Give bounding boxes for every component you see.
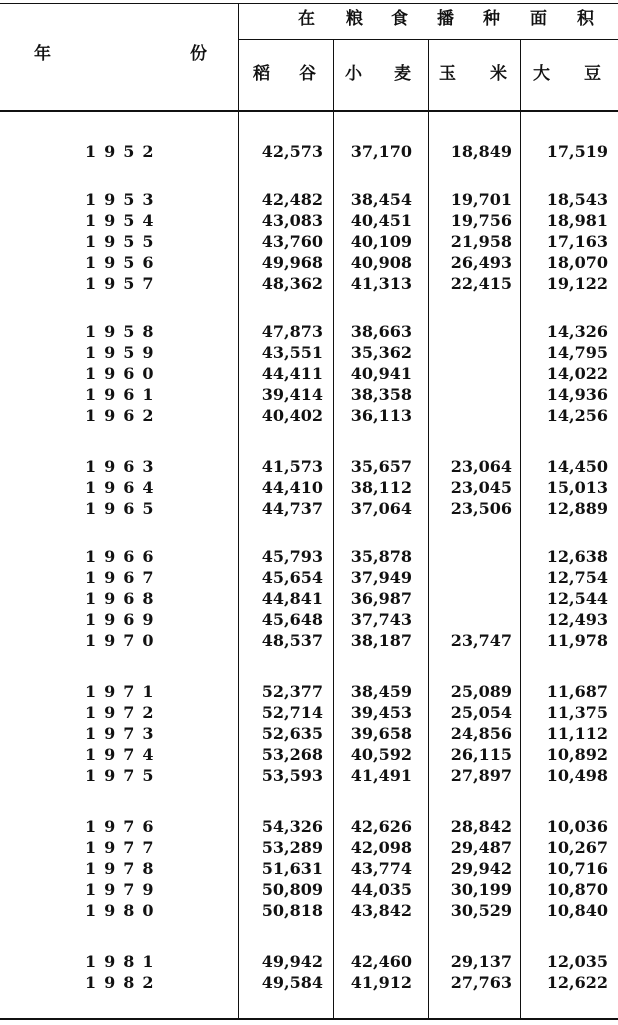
rice-cell: 52,714 — [261, 703, 323, 722]
row-year: 1971 — [85, 682, 162, 701]
corn-cell: 29,137 — [450, 952, 512, 971]
rice-cell: 47,873 — [261, 322, 323, 341]
row-year: 1962 — [85, 406, 162, 425]
corn-cell: 24,856 — [450, 724, 512, 743]
wheat-cell: 42,098 — [350, 838, 412, 857]
soybean-cell: 15,013 — [546, 478, 608, 497]
wheat-cell: 40,908 — [350, 253, 412, 272]
row-year: 1964 — [85, 478, 162, 497]
wheat-cell: 37,064 — [350, 499, 412, 518]
row-year: 1954 — [85, 211, 162, 230]
rice-cell: 41,573 — [261, 457, 323, 476]
rice-cell: 39,414 — [261, 385, 323, 404]
table-row — [0, 405, 618, 426]
group-title-char: 积 — [577, 9, 594, 29]
table-row — [0, 546, 618, 567]
table-row — [0, 231, 618, 252]
wheat-cell: 41,491 — [350, 766, 412, 785]
wheat-cell: 36,113 — [350, 406, 412, 425]
column-header-rice: 谷 — [299, 64, 316, 84]
corn-cell: 27,763 — [450, 973, 512, 992]
row-year: 1958 — [85, 322, 162, 341]
row-year: 1968 — [85, 589, 162, 608]
table-row — [0, 744, 618, 765]
corn-cell: 30,529 — [450, 901, 512, 920]
corn-cell: 28,842 — [450, 817, 512, 836]
soybean-cell: 12,493 — [546, 610, 608, 629]
table-row — [0, 765, 618, 786]
row-year: 1976 — [85, 817, 162, 836]
row-year: 1969 — [85, 610, 162, 629]
row-year: 1978 — [85, 859, 162, 878]
wheat-cell: 42,460 — [350, 952, 412, 971]
row-year: 1975 — [85, 766, 162, 785]
column-header-wheat: 小 — [345, 64, 362, 84]
wheat-cell: 44,035 — [350, 880, 412, 899]
row-year: 1973 — [85, 724, 162, 743]
rice-cell: 53,593 — [261, 766, 323, 785]
corn-cell: 23,747 — [450, 631, 512, 650]
corn-cell: 23,064 — [450, 457, 512, 476]
table-row — [0, 363, 618, 384]
rice-cell: 50,809 — [261, 880, 323, 899]
soybean-cell: 17,163 — [546, 232, 608, 251]
table-row — [0, 189, 618, 210]
wheat-cell: 35,362 — [350, 343, 412, 362]
soybean-cell: 18,070 — [546, 253, 608, 272]
row-year: 1979 — [85, 880, 162, 899]
rice-cell: 50,818 — [261, 901, 323, 920]
group-title-char: 种 — [483, 9, 500, 29]
soybean-cell: 14,795 — [546, 343, 608, 362]
wheat-cell: 39,658 — [350, 724, 412, 743]
table-row — [0, 837, 618, 858]
row-year: 1977 — [85, 838, 162, 857]
table-row — [0, 456, 618, 477]
row-year: 1959 — [85, 343, 162, 362]
rice-cell: 48,362 — [261, 274, 323, 293]
row-year: 1970 — [85, 631, 162, 650]
table-row — [0, 816, 618, 837]
wheat-cell: 38,454 — [350, 190, 412, 209]
corn-cell: 25,089 — [450, 682, 512, 701]
column-header-corn: 玉 — [439, 64, 456, 84]
header-rule-bottom — [0, 110, 618, 112]
table-row — [0, 252, 618, 273]
column-header-corn: 米 — [490, 64, 507, 84]
soybean-cell: 11,112 — [546, 724, 608, 743]
table-row — [0, 951, 618, 972]
rice-cell: 49,942 — [261, 952, 323, 971]
row-year: 1980 — [85, 901, 162, 920]
soybean-cell: 12,889 — [546, 499, 608, 518]
soybean-cell: 10,870 — [546, 880, 608, 899]
soybean-cell: 17,519 — [546, 142, 608, 161]
rice-cell: 43,760 — [261, 232, 323, 251]
rice-cell: 44,737 — [261, 499, 323, 518]
rice-cell: 51,631 — [261, 859, 323, 878]
soybean-cell: 10,840 — [546, 901, 608, 920]
wheat-cell: 37,170 — [350, 142, 412, 161]
wheat-cell: 43,842 — [350, 901, 412, 920]
wheat-cell: 38,112 — [350, 478, 412, 497]
table-row — [0, 723, 618, 744]
soybean-cell: 12,544 — [546, 589, 608, 608]
table-row — [0, 498, 618, 519]
row-year: 1957 — [85, 274, 162, 293]
corn-cell: 27,897 — [450, 766, 512, 785]
rice-cell: 44,410 — [261, 478, 323, 497]
soybean-cell: 12,754 — [546, 568, 608, 587]
header-rule-top — [0, 3, 618, 4]
wheat-cell: 39,453 — [350, 703, 412, 722]
table-row — [0, 321, 618, 342]
soybean-cell: 12,638 — [546, 547, 608, 566]
group-title-char: 面 — [530, 9, 547, 29]
wheat-cell: 40,941 — [350, 364, 412, 383]
soybean-cell: 11,687 — [546, 682, 608, 701]
corn-cell: 25,054 — [450, 703, 512, 722]
wheat-cell: 38,459 — [350, 682, 412, 701]
row-year: 1966 — [85, 547, 162, 566]
year-header-right: 份 — [190, 44, 207, 64]
soybean-cell: 14,256 — [546, 406, 608, 425]
corn-cell: 23,045 — [450, 478, 512, 497]
rice-cell: 45,648 — [261, 610, 323, 629]
table-row — [0, 384, 618, 405]
row-year: 1967 — [85, 568, 162, 587]
row-year: 1961 — [85, 385, 162, 404]
table-row — [0, 900, 618, 921]
row-year: 1955 — [85, 232, 162, 251]
rice-cell: 44,411 — [261, 364, 323, 383]
group-title-char: 粮 — [346, 9, 363, 29]
soybean-cell: 14,450 — [546, 457, 608, 476]
column-header-rice: 稻 — [253, 64, 270, 84]
column-header-soybean: 大 — [533, 64, 550, 84]
table-row — [0, 477, 618, 498]
rice-cell: 54,326 — [261, 817, 323, 836]
corn-cell: 19,756 — [450, 211, 512, 230]
soybean-cell: 18,981 — [546, 211, 608, 230]
wheat-cell: 40,451 — [350, 211, 412, 230]
row-year: 1963 — [85, 457, 162, 476]
corn-cell: 22,415 — [450, 274, 512, 293]
table-rule-bottom — [0, 1018, 618, 1020]
table-row — [0, 630, 618, 651]
row-year: 1952 — [85, 142, 162, 161]
corn-cell: 23,506 — [450, 499, 512, 518]
soybean-cell: 11,978 — [546, 631, 608, 650]
rice-cell: 52,635 — [261, 724, 323, 743]
year-header-left: 年 — [34, 44, 51, 64]
row-year: 1982 — [85, 973, 162, 992]
corn-cell: 30,199 — [450, 880, 512, 899]
rice-cell: 53,289 — [261, 838, 323, 857]
table-row — [0, 702, 618, 723]
wheat-cell: 38,663 — [350, 322, 412, 341]
table-row — [0, 858, 618, 879]
column-header-wheat: 麦 — [394, 64, 411, 84]
soybean-cell: 12,622 — [546, 973, 608, 992]
wheat-cell: 37,949 — [350, 568, 412, 587]
corn-cell: 19,701 — [450, 190, 512, 209]
corn-cell: 26,493 — [450, 253, 512, 272]
rice-cell: 52,377 — [261, 682, 323, 701]
table-row — [0, 141, 618, 162]
soybean-cell: 10,267 — [546, 838, 608, 857]
row-year: 1965 — [85, 499, 162, 518]
soybean-cell: 10,498 — [546, 766, 608, 785]
wheat-cell: 40,592 — [350, 745, 412, 764]
wheat-cell: 41,313 — [350, 274, 412, 293]
table-row — [0, 210, 618, 231]
row-year: 1981 — [85, 952, 162, 971]
soybean-cell: 14,022 — [546, 364, 608, 383]
wheat-cell: 41,912 — [350, 973, 412, 992]
row-year: 1972 — [85, 703, 162, 722]
rice-cell: 43,551 — [261, 343, 323, 362]
soybean-cell: 12,035 — [546, 952, 608, 971]
corn-cell: 29,942 — [450, 859, 512, 878]
rice-cell: 48,537 — [261, 631, 323, 650]
rice-cell: 49,968 — [261, 253, 323, 272]
corn-cell: 26,115 — [450, 745, 512, 764]
corn-cell: 18,849 — [450, 142, 512, 161]
wheat-cell: 38,187 — [350, 631, 412, 650]
rice-cell: 45,654 — [261, 568, 323, 587]
soybean-cell: 19,122 — [546, 274, 608, 293]
soybean-cell: 18,543 — [546, 190, 608, 209]
table-row — [0, 567, 618, 588]
rice-cell: 53,268 — [261, 745, 323, 764]
corn-cell: 29,487 — [450, 838, 512, 857]
rice-cell: 45,793 — [261, 547, 323, 566]
table-row — [0, 273, 618, 294]
rice-cell: 40,402 — [261, 406, 323, 425]
soybean-cell: 14,326 — [546, 322, 608, 341]
wheat-cell: 35,657 — [350, 457, 412, 476]
table-row — [0, 681, 618, 702]
row-year: 1953 — [85, 190, 162, 209]
group-title-char: 在 — [298, 9, 315, 29]
wheat-cell: 40,109 — [350, 232, 412, 251]
table-row — [0, 879, 618, 900]
rice-cell: 43,083 — [261, 211, 323, 230]
corn-cell: 21,958 — [450, 232, 512, 251]
soybean-cell: 14,936 — [546, 385, 608, 404]
wheat-cell: 38,358 — [350, 385, 412, 404]
row-year: 1960 — [85, 364, 162, 383]
soybean-cell: 10,892 — [546, 745, 608, 764]
table-row — [0, 342, 618, 363]
wheat-cell: 43,774 — [350, 859, 412, 878]
table-row — [0, 588, 618, 609]
wheat-cell: 36,987 — [350, 589, 412, 608]
soybean-cell: 10,716 — [546, 859, 608, 878]
rice-cell: 42,573 — [261, 142, 323, 161]
wheat-cell: 35,878 — [350, 547, 412, 566]
rice-cell: 44,841 — [261, 589, 323, 608]
table-row — [0, 972, 618, 993]
group-title-char: 播 — [437, 9, 454, 29]
group-title-char: 食 — [391, 9, 408, 29]
column-header-soybean: 豆 — [584, 64, 601, 84]
wheat-cell: 42,626 — [350, 817, 412, 836]
table-row — [0, 609, 618, 630]
row-year: 1974 — [85, 745, 162, 764]
soybean-cell: 11,375 — [546, 703, 608, 722]
row-year: 1956 — [85, 253, 162, 272]
rice-cell: 49,584 — [261, 973, 323, 992]
rice-cell: 42,482 — [261, 190, 323, 209]
soybean-cell: 10,036 — [546, 817, 608, 836]
wheat-cell: 37,743 — [350, 610, 412, 629]
